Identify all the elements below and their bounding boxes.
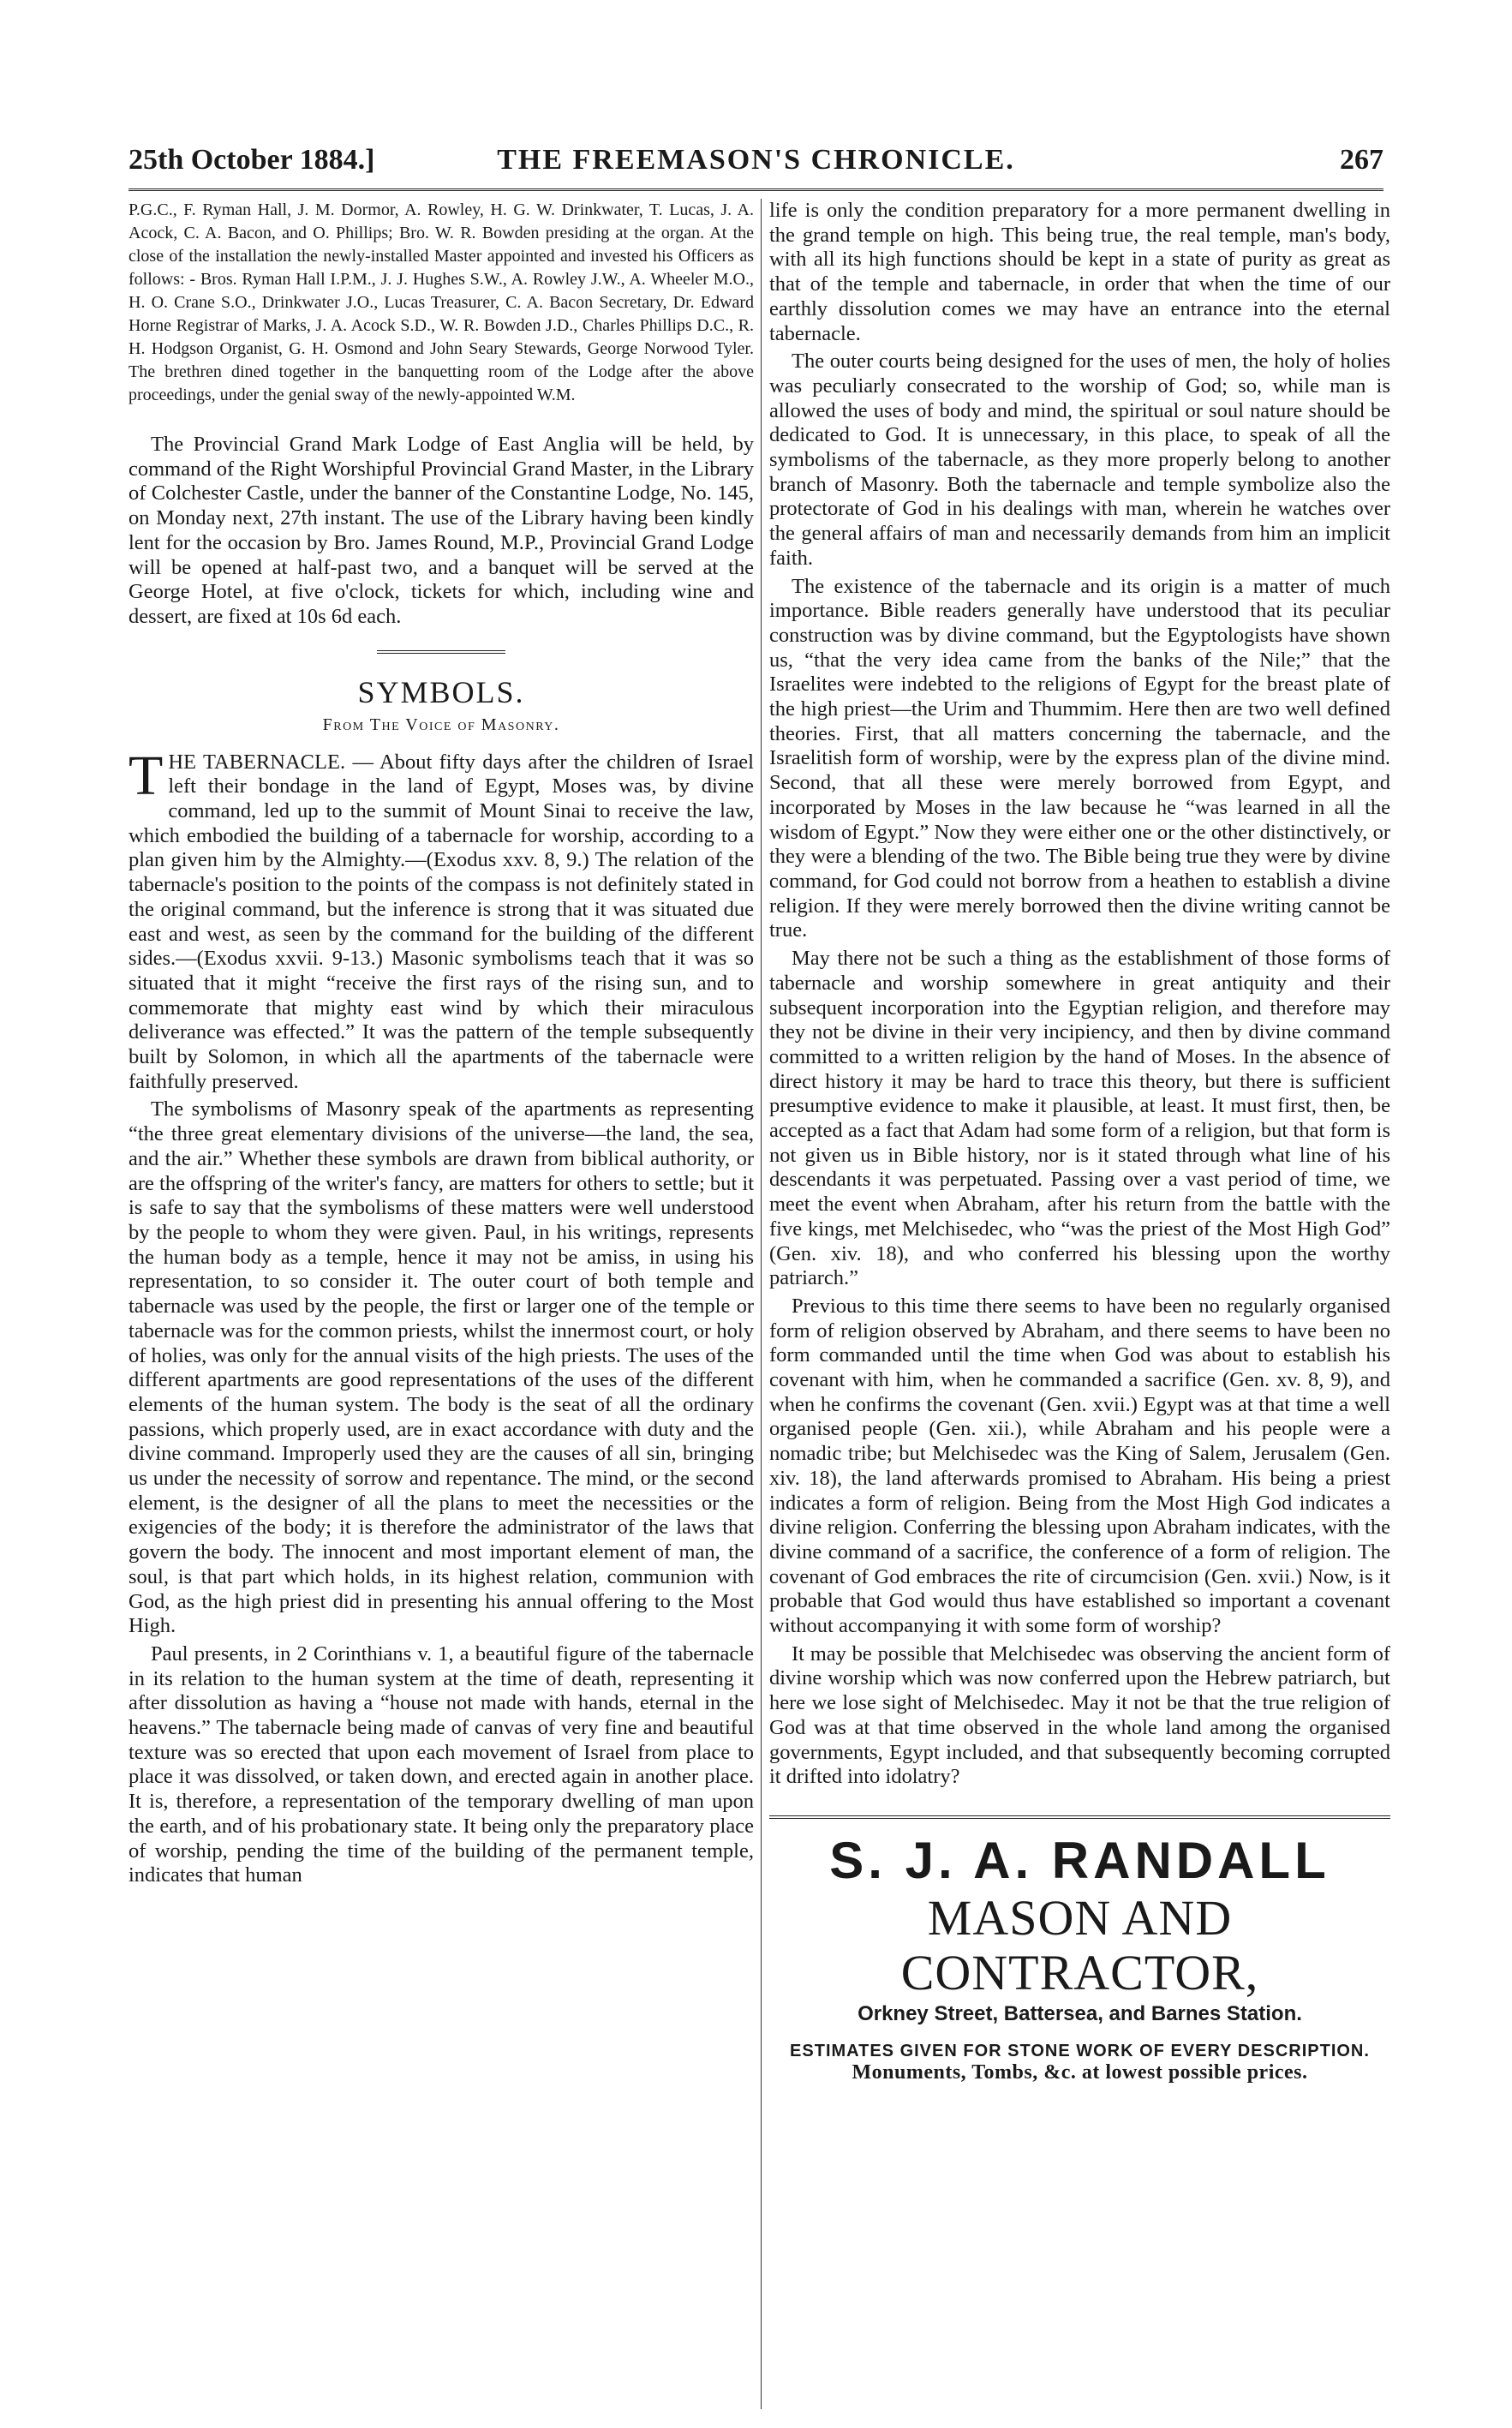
section-title: SYMBOLS. [357,674,525,709]
header-date: 25th October 1884.] [128,144,375,176]
advert-divider [769,1815,1390,1819]
provincial-notice: The Provincial Grand Mark Lodge of East Anglia will be held, by command of the Right Worshipful Provincial Grand Master, in the Library of Colchester Castle, under the banner of the Constantine Lodge, No. 145, on Monday next, 27th instant. The use of the Library having been kindly lent for the occasion by Bro. James Round, M.P., Provincial Grand Lodge will be opened at half-past two, and a banquet will be served at the George Hotel, at five o'clock, tickets for which, including wine and dessert, are fixed at 10s 6d each. [128,433,754,628]
article-paragraph: The outer courts being designed for the uses of men, the holy of holies was peculiarly consecrated to the worship of God; so, while man is allowed the uses of body and mind, the spiritual or soul nature should be dedicated to God. It is unnecessary, in this place, to speak of all the symbolisms of the tabernacle, as they more properly belong to another branch of Masonry. Both the tabernacle and temple symbolize also the protectorate of God in his dealings with man, wherein he watches over the general affairs of man and necessarily demands from him an implicit faith. [769,350,1390,570]
spacer [128,407,754,433]
header-page-number: 267 [1340,144,1384,176]
article-paragraph [128,744,754,1095]
advert-address: Orkney Street, Battersea, and Barnes Station. [858,2002,1302,2025]
page-header [128,137,1384,191]
section-byline: From The Voice of Masonry. [322,715,560,734]
drop-cap: T [128,744,164,807]
lodge-report: P.G.C., F. Ryman Hall, J. M. Dormor, A. Rowley, H. G. W. Drinkwater, T. Lucas, J. A. Acock, C. A. Bacon, and O. Phillips; Bro. W. R. Bowden presiding at the organ. At the close of the installation the newly-installed Master appointed and invested his Officers as follows: - Bros. Ryman Hall I.P.M., J. J. Hughes S.W., A. Rowley J.W., A. Wheeler M.O., H. O. Crane S.O., Drinkwater J.O., Lucas Treasurer, C. A. Bacon Secretary, Dr. Edward Horne Registrar of Marks, J. A. Acock S.D., W. R. Bowden J.D., Charles Phillips D.C., R. H. Hodgson Organist, G. H. Osmond and John Seary Stewards, George Norwood Tyler. The brethren dined together in the banquetting room of the Lodge after the above proceedings, under the genial sway of the newly-appointed W.M. [128,200,754,404]
left-column [128,199,754,2423]
article-paragraph: life is only the condition preparatory for a more permanent dwelling in the grand temple on high. This being true, the real temple, man's body, with all its high functions should be kept in a state of purity as great as that of the temple and tabernacle, in order that when the time of our earthly dissolution comes we may have an entrance into the eternal tabernacle. [769,199,1390,345]
article-paragraph: Previous to this time there seems to have been no regularly organised form of religion observed by Abraham, and there seems to have been no form commanded until the time when God was about to establish his covenant with him, when he commanded a sacrifice (Gen. xv. 8, 9), and when he confirms the covenant (Gen. xvii.) Egypt was at that time a well organised people (Gen. xii.), while Abraham and his people were a nomadic tribe; but Melchisedec was the King of Salem, Jerusalem (Gen. xiv. 18), the land afterwards promised to Abraham. His being a priest indicates a form of religion. Being from the Most High God indicates a divine religion. Conferring the blessing upon Abraham indicates, with the divine command of a sacrifice, the conference of a form of religion. The covenant of God embraces the rite of circumcision (Gen. xvii.) Now, is it probable that God would thus have established so important a covenant without accompanying it with some form of worship? [769,1294,1390,1638]
article-paragraph: May there not be such a thing as the establishment of those forms of tabernacle and worship somewhere in great antiquity and their subsequent incorporation into the Egyptian religion, and therefore may they not be divine in their very incipiency, and then by divine command committed to a written religion by the hand of Moses. In the absence of direct history it may be hard to trace this theory, but there is sufficient presumptive evidence to make it plausible, at least. It must first, then, be accepted as a fact that Adam had some form of a religion, but that form is not given us in Bible history, nor is it stated through what line of his descendants it was perpetuated. Passing over a vast period of time, we meet the event when Abraham, after his return from the battle with the five kings, met Melchisedec, who “was the priest of the Most High God” (Gen. xiv. 18), and who conferred his blessing upon the worthy patriarch.” [769,947,1390,1290]
article-paragraph: It may be possible that Melchisedec was observing the ancient form of divine worship which was now conferred upon the Hebrew patriarch, but here we lose sight of Melchisedec. May it not be that the true religion of God was at that time observed in the whole land among the organised governments, Egypt included, and that subsequently becoming corrupted it drifted into idolatry? [769,1642,1390,1789]
advert-works: Monuments, Tombs, &c. at lowest possible prices. [852,2061,1308,2084]
column-divider [761,199,762,2409]
section-divider [377,650,505,654]
right-column [769,199,1390,2423]
article-paragraph: Paul presents, in 2 Corinthians v. 1, a beautiful figure of the tabernacle in its relation to the human system at the time of death, representing it after dissolution as having a “house not made with hands, eternal in the heavens.” The tabernacle being made of canvas of very fine and beautiful texture was so erected that upon each movement of Israel from place to place it was dissolved, or taken down, and erected again in another place. It is, therefore, a representation of the temporary dwelling of man upon the earth, and of his probationary state. It being only the preparatory place of worship, pending the time of the building of the permanent temple, indicates that human [128,1642,754,1887]
article-paragraph: The symbolisms of Masonry speak of the apartments as representing “the three great elementary divisions of the universe—the land, the sea, and the air.” Whether these symbols are drawn from biblical authority, or are the offspring of the writer's fancy, are matters for others to settle; but it is safe to say that the symbolisms of these matters were well understood by the people to whom they were given. Paul, in his writings, represents the human body as a temple, hence it may not be amiss, in using his representation, to so consider it. The outer court of both temple and tabernacle was used by the people, the first or larger one of the temple or tabernacle was for the common priests, whilst the innermost court, or holy of holies, was only for the annual visits of the high priests. The uses of the different apartments are good representations of the uses of the different elements of the human system. The body is the seat of all the ordinary passions, which properly used, are in exact accordance with duty and the divine command. Improperly used they are the causes of all sin, bringing us under the necessity of sorrow and repentance. The mind, or the second element, is the designer of all the plans to meet the necessities or the exigencies of the body; it is therefore the administrator of the laws that govern the body. The innocent and most important element of man, the soul, is that part which holds, in its highest relation, communion with God, as the high priest did in presenting his annual offering to the Most High. [128,1097,754,1638]
advert-estimates: ESTIMATES GIVEN FOR STONE WORK OF EVERY DESCRIPTION. [790,2042,1370,2060]
article-paragraph: The existence of the tabernacle and its origin is a matter of much importance. Bible readers generally have understood that its peculiar construction was by divine command, but the Egyptologists have shown us, “that the very idea came from the banks of the Nile;” that the Israelites were indebted to the religions of Egypt for the breast plate of the high priest—the Urim and Thummim. Here then are two well defined theories. First, that all matters concerning the tabernacle, and the Israelitish form of worship, were by the express plan of the divine mind. Second, that all these were merely borrowed from Egypt, and incorporated by Moses in the law because he “was learned in all the wisdom of Egypt.” Now they were either one or the other distinctively, or they were a blending of the two. The Bible being true they were by divine command, for God could not borrow from a heathen to establish a divine religion. If they were merely borrowed then the divine writing cannot be true. [769,574,1390,942]
article-paragraph-text: HE TABERNACLE. — About fifty days after the children of Israel left their bondage in the land of Egypt, Moses was, by divine command, led up to the summit of Mount Sinai to receive the law, which embodied the building of a tabernacle for worship, according to a plan given him by the Almighty.—(Exodus xxv. 8, 9.) The relation of the tabernacle's position to the points of the compass is not definitely stated in the original command, but the inference is strong that it was situated due east and west, as seen by the command for the building of the different sides.—(Exodus xxvii. 9-13.) Masonic symbolisms teach that it was so situated that it might “receive the first rays of the rising sun, and to commemorate that mighty east wind by which their miraculous deliverance was effected.” It was the pattern of the temple subsequently built by Solomon, in which all the apartments of the tabernacle were faithfully preserved. [128,750,754,1093]
advert-trade: MASON AND CONTRACTOR, [900,1890,1259,2000]
advert-name: S. J. A. RANDALL [829,1832,1330,1889]
advertisement [769,1831,1390,2084]
header-title: THE FREEMASON'S CHRONICLE. [497,144,1015,176]
